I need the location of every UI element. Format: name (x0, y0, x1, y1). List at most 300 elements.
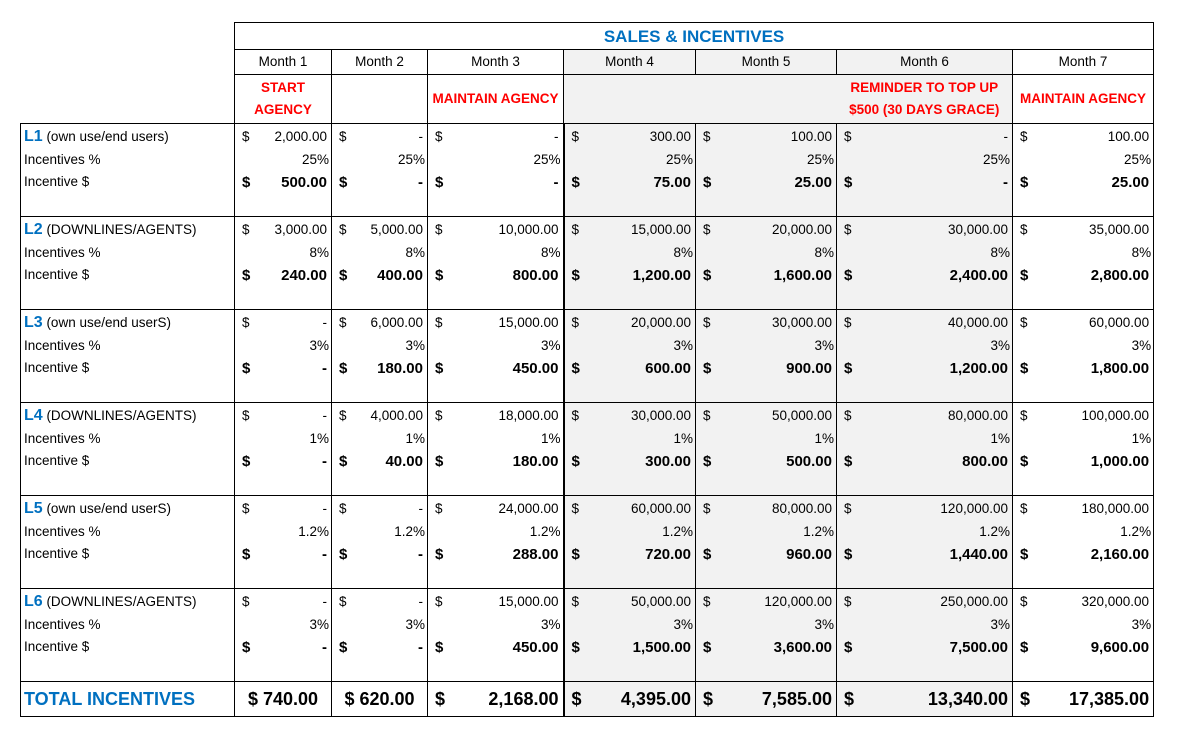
spacer-cell (332, 659, 428, 682)
sales-amount: 50,000.00 (771, 408, 832, 424)
total-incentives-label: TOTAL INCENTIVES (21, 682, 235, 717)
currency-symbol: $ (703, 173, 712, 191)
incentive-amount: - (322, 359, 327, 377)
incentive-amount: - (418, 545, 423, 563)
level-description: (DOWNLINES/AGENTS) (46, 594, 197, 609)
note-start-agency: START AGENCY (235, 75, 332, 124)
sales-amount: 35,000.00 (1089, 222, 1150, 238)
spacer-cell (564, 380, 696, 403)
currency-symbol: $ (339, 545, 348, 563)
currency-symbol: $ (435, 359, 444, 377)
incentive-cell (332, 449, 428, 473)
incentive-cell (332, 263, 428, 287)
spacer-cell (564, 473, 696, 496)
sales-cell (332, 589, 428, 616)
sales-amount: 10,000.00 (498, 222, 559, 238)
spacer-cell (837, 659, 1013, 682)
sales-cell (1013, 496, 1154, 523)
level-description: (own use/end userS) (46, 501, 172, 516)
currency-symbol: $ (435, 689, 446, 709)
sales-cell (428, 403, 564, 430)
month-header: Month 5 (696, 50, 837, 75)
currency-symbol: $ (435, 266, 444, 284)
spacer-cell (235, 473, 332, 496)
spacer-cell (428, 566, 564, 589)
incentive-amount: 600.00 (645, 359, 691, 377)
currency-symbol: $ (339, 408, 347, 424)
note-maintain-agency: MAINTAIN AGENCY (428, 75, 564, 124)
currency-symbol: $ (339, 501, 347, 517)
spacer-cell (235, 194, 332, 217)
sales-amount: - (322, 501, 327, 517)
sales-cell (696, 310, 837, 337)
currency-symbol: $ (242, 501, 250, 517)
corner-blank (21, 75, 235, 124)
currency-symbol: $ (435, 594, 443, 610)
total-incentive-cell (837, 682, 1013, 717)
level-description: (own use/end userS) (46, 315, 172, 330)
currency-symbol: $ (435, 501, 443, 517)
spacer-cell (21, 380, 235, 403)
total-amount: 17,385.00 (1069, 689, 1150, 709)
total-incentive-cell (564, 682, 696, 717)
incentive-pct-label: Incentives % (21, 243, 235, 263)
total-amount: 4,395.00 (620, 689, 691, 709)
spacer-cell (837, 566, 1013, 589)
currency-symbol: $ (703, 689, 714, 709)
currency-symbol: $ (242, 638, 251, 656)
sales-cell (428, 496, 564, 523)
currency-symbol: $ (571, 408, 580, 424)
sales-amount: 100,000.00 (1081, 408, 1150, 424)
currency-symbol: $ (242, 222, 250, 238)
incentive-cell (696, 356, 837, 380)
currency-symbol: $ (339, 452, 348, 470)
incentive-cell (235, 635, 332, 659)
incentive-pct-cell: 25% (696, 150, 837, 170)
incentive-amount: 400.00 (377, 266, 423, 284)
incentive-pct-cell: 3% (837, 615, 1013, 635)
sales-cell (332, 496, 428, 523)
spacer-cell (1013, 380, 1154, 403)
note-empty (332, 75, 428, 124)
incentive-pct-cell: 8% (428, 243, 564, 263)
sales-amount: 20,000.00 (630, 315, 691, 331)
currency-symbol: $ (703, 501, 711, 517)
total-amount: 2,168.00 (488, 689, 559, 709)
currency-symbol: $ (844, 452, 853, 470)
currency-symbol: $ (703, 452, 712, 470)
incentive-amount: 7,500.00 (949, 638, 1008, 656)
total-incentive-cell (332, 682, 428, 717)
currency-symbol: $ (1020, 545, 1029, 563)
incentive-cell (696, 170, 837, 194)
note-reminder-top-up: REMINDER TO TOP UP $500 (30 DAYS GRACE) (837, 75, 1013, 124)
total-incentive-cell (428, 682, 564, 717)
note-empty-shaded (564, 75, 837, 124)
currency-symbol: $ (703, 129, 711, 145)
currency-symbol: $ (844, 359, 853, 377)
currency-symbol: $ (435, 315, 443, 331)
incentive-amount: 1,800.00 (1090, 359, 1150, 377)
sales-amount: 320,000.00 (1081, 594, 1150, 610)
incentive-cell (564, 449, 696, 473)
incentive-pct-cell: 3% (696, 615, 837, 635)
sales-amount: 3,000.00 (274, 222, 327, 238)
sales-cell (837, 589, 1013, 616)
spacer-cell (332, 380, 428, 403)
incentive-cell (837, 170, 1013, 194)
incentive-pct-cell: 1% (564, 429, 696, 449)
incentive-amount: - (322, 545, 327, 563)
incentive-pct-cell: 1% (1013, 429, 1154, 449)
level-description: (DOWNLINES/AGENTS) (46, 408, 197, 423)
currency-symbol: $ (844, 173, 853, 191)
spacer-cell (428, 380, 564, 403)
incentive-pct-cell: 25% (564, 150, 696, 170)
currency-symbol: $ (844, 638, 853, 656)
currency-symbol: $ (1020, 501, 1028, 517)
currency-symbol: $ (571, 129, 580, 145)
incentive-amount: 288.00 (512, 545, 559, 563)
incentive-pct-cell: 8% (1013, 243, 1154, 263)
currency-symbol: $ (1020, 452, 1029, 470)
spacer-cell (1013, 194, 1154, 217)
currency-symbol: $ (435, 129, 443, 145)
currency-symbol: $ (571, 452, 580, 470)
incentive-amount: 1,200.00 (632, 266, 691, 284)
incentive-amount: 1,200.00 (949, 359, 1008, 377)
sales-cell (696, 124, 837, 151)
sales-cell (696, 589, 837, 616)
currency-symbol: $ (1020, 315, 1028, 331)
month-header: Month 1 (235, 50, 332, 75)
incentive-amount: 1,000.00 (1090, 452, 1150, 470)
spacer-cell (21, 473, 235, 496)
incentive-amount: 2,800.00 (1090, 266, 1150, 284)
sales-cell (1013, 403, 1154, 430)
incentive-amount: - (1003, 173, 1008, 191)
currency-symbol: $ (571, 359, 580, 377)
spacer-cell (428, 194, 564, 217)
spacer-cell (235, 380, 332, 403)
sales-amount: 300.00 (649, 129, 691, 145)
incentive-cell (1013, 635, 1154, 659)
incentive-cell (1013, 449, 1154, 473)
incentive-pct-cell: 8% (332, 243, 428, 263)
incentive-pct-label: Incentives % (21, 336, 235, 356)
level-code: L6 (24, 593, 43, 610)
currency-symbol: $ (435, 173, 444, 191)
spacer-cell (1013, 287, 1154, 310)
spacer-cell (837, 194, 1013, 217)
sales-amount: 15,000.00 (630, 222, 691, 238)
sales-cell (837, 124, 1013, 151)
incentive-cell (428, 542, 564, 566)
incentive-pct-cell: 3% (428, 336, 564, 356)
incentive-cell (564, 263, 696, 287)
sales-amount: 120,000.00 (764, 594, 832, 610)
currency-symbol: $ (435, 408, 443, 424)
currency-symbol: $ (703, 266, 712, 284)
currency-symbol: $ (339, 638, 348, 656)
currency-symbol: $ (242, 315, 250, 331)
currency-symbol: $ (844, 222, 852, 238)
currency-symbol: $ (242, 408, 250, 424)
currency-symbol: $ (435, 222, 443, 238)
currency-symbol: $ (435, 638, 444, 656)
currency-symbol: $ (571, 545, 580, 563)
incentive-cell (837, 542, 1013, 566)
currency-symbol: $ (242, 173, 251, 191)
sales-amount: 120,000.00 (940, 501, 1008, 517)
spacer-cell (837, 473, 1013, 496)
currency-symbol: $ (703, 408, 711, 424)
spacer-cell (1013, 566, 1154, 589)
sales-amount: - (322, 408, 327, 424)
incentive-pct-cell: 1.2% (564, 522, 696, 542)
level-label (21, 310, 235, 337)
incentive-amount-label: Incentive $ (21, 542, 235, 566)
spacer-cell (428, 659, 564, 682)
currency-symbol: $ (339, 129, 347, 145)
sales-cell (564, 496, 696, 523)
spacer-cell (235, 659, 332, 682)
currency-symbol: $ (571, 501, 580, 517)
spacer-cell (564, 659, 696, 682)
sales-cell (428, 124, 564, 151)
spreadsheet (20, 22, 1153, 716)
spacer-cell (21, 659, 235, 682)
sales-amount: 2,000.00 (274, 129, 327, 145)
sales-cell (837, 217, 1013, 244)
sales-incentives-table (20, 22, 1154, 717)
corner-blank (21, 23, 235, 50)
currency-symbol: $ (571, 689, 582, 709)
sales-amount: - (1003, 129, 1008, 145)
currency-symbol: $ (339, 222, 347, 238)
level-code: L4 (24, 407, 43, 424)
incentive-amount: 1,500.00 (632, 638, 691, 656)
incentive-amount: 2,400.00 (949, 266, 1008, 284)
currency-symbol: $ (571, 173, 580, 191)
sales-cell (837, 310, 1013, 337)
level-description: (DOWNLINES/AGENTS) (46, 222, 197, 237)
currency-symbol: $ (703, 594, 711, 610)
sales-amount: - (418, 129, 423, 145)
incentive-pct-cell: 3% (235, 615, 332, 635)
currency-symbol: $ (844, 594, 852, 610)
incentive-pct-label: Incentives % (21, 615, 235, 635)
currency-symbol: $ (844, 545, 853, 563)
sales-amount: - (554, 129, 559, 145)
incentive-amount-label: Incentive $ (21, 635, 235, 659)
spacer-cell (235, 566, 332, 589)
incentive-pct-cell: 25% (332, 150, 428, 170)
currency-symbol: $ (339, 173, 348, 191)
currency-symbol: $ (844, 408, 852, 424)
incentive-amount: 800.00 (512, 266, 559, 284)
incentive-pct-cell: 3% (235, 336, 332, 356)
spacer-cell (21, 566, 235, 589)
currency-symbol: $ (844, 129, 852, 145)
sales-amount: - (418, 594, 423, 610)
incentive-pct-label: Incentives % (21, 429, 235, 449)
sales-cell (332, 403, 428, 430)
incentive-amount: - (322, 452, 327, 470)
spacer-cell (696, 287, 837, 310)
sales-cell (564, 124, 696, 151)
currency-symbol: $ (242, 359, 251, 377)
month-header: Month 4 (564, 50, 696, 75)
incentive-pct-label: Incentives % (21, 150, 235, 170)
spacer-cell (564, 194, 696, 217)
currency-symbol: $ (435, 452, 444, 470)
incentive-pct-cell: 3% (332, 336, 428, 356)
sales-cell (564, 403, 696, 430)
incentive-pct-cell: 8% (696, 243, 837, 263)
spacer-cell (21, 194, 235, 217)
incentive-pct-cell: 1.2% (696, 522, 837, 542)
incentive-cell (1013, 170, 1154, 194)
sales-amount: - (322, 315, 327, 331)
incentive-cell (332, 542, 428, 566)
sales-cell (332, 217, 428, 244)
level-label (21, 124, 235, 151)
sales-cell (1013, 217, 1154, 244)
spacer-cell (332, 194, 428, 217)
incentive-cell (235, 449, 332, 473)
currency-symbol: $ (339, 266, 348, 284)
currency-symbol: $ (1020, 594, 1028, 610)
sales-amount: 30,000.00 (630, 408, 691, 424)
sales-amount: 15,000.00 (498, 594, 559, 610)
sales-amount: 20,000.00 (771, 222, 832, 238)
incentive-pct-cell: 8% (235, 243, 332, 263)
incentive-cell (332, 356, 428, 380)
spacer-cell (564, 287, 696, 310)
incentive-cell (696, 449, 837, 473)
currency-symbol: $ (844, 315, 852, 331)
incentive-pct-cell: 3% (696, 336, 837, 356)
currency-symbol: $ (339, 594, 347, 610)
sales-amount: 18,000.00 (498, 408, 559, 424)
total-amount: 7,585.00 (761, 689, 832, 709)
incentive-amount: 40.00 (385, 452, 423, 470)
currency-symbol: $ (703, 638, 712, 656)
sales-amount: 80,000.00 (771, 501, 832, 517)
spacer-cell (235, 287, 332, 310)
sales-amount: 100.00 (1107, 129, 1150, 145)
currency-symbol: $ (703, 359, 712, 377)
sales-cell (696, 403, 837, 430)
sales-cell (837, 403, 1013, 430)
sales-cell (428, 217, 564, 244)
incentive-pct-cell: 1% (428, 429, 564, 449)
month-header: Month 7 (1013, 50, 1154, 75)
incentive-cell (332, 635, 428, 659)
currency-symbol: $ (242, 129, 250, 145)
spacer-cell (332, 566, 428, 589)
sales-cell (332, 310, 428, 337)
sales-cell (235, 310, 332, 337)
incentive-amount-label: Incentive $ (21, 263, 235, 287)
sales-cell (235, 217, 332, 244)
spacer-cell (1013, 659, 1154, 682)
spacer-cell (837, 380, 1013, 403)
incentive-pct-cell: 25% (837, 150, 1013, 170)
currency-symbol: $ (703, 545, 712, 563)
incentive-cell (696, 542, 837, 566)
incentive-pct-cell: 25% (235, 150, 332, 170)
sales-amount: 6,000.00 (370, 315, 423, 331)
total-amount: $ 740.00 (247, 689, 319, 709)
currency-symbol: $ (242, 545, 251, 563)
level-label (21, 217, 235, 244)
currency-symbol: $ (1020, 129, 1028, 145)
currency-symbol: $ (242, 594, 250, 610)
note-maintain-agency-m7: MAINTAIN AGENCY (1013, 75, 1154, 124)
incentive-pct-cell: 3% (837, 336, 1013, 356)
incentive-cell (564, 170, 696, 194)
incentive-cell (1013, 263, 1154, 287)
spacer-cell (332, 287, 428, 310)
incentive-amount: 180.00 (512, 452, 559, 470)
total-incentive-cell (235, 682, 332, 717)
incentive-amount: 75.00 (653, 173, 691, 191)
incentive-pct-cell: 3% (1013, 615, 1154, 635)
incentive-amount: 800.00 (962, 452, 1008, 470)
incentive-cell (235, 356, 332, 380)
incentive-pct-cell: 1% (235, 429, 332, 449)
currency-symbol: $ (1020, 359, 1029, 377)
currency-symbol: $ (844, 266, 853, 284)
incentive-pct-cell: 3% (564, 336, 696, 356)
spacer-cell (1013, 473, 1154, 496)
spacer-cell (332, 473, 428, 496)
sales-amount: 180,000.00 (1081, 501, 1150, 517)
incentive-pct-cell: 1.2% (1013, 522, 1154, 542)
incentive-cell (332, 170, 428, 194)
sales-amount: 5,000.00 (370, 222, 423, 238)
spacer-cell (428, 287, 564, 310)
currency-symbol: $ (571, 594, 580, 610)
incentive-pct-cell: 1.2% (837, 522, 1013, 542)
incentive-amount: - (553, 173, 559, 191)
sales-cell (696, 217, 837, 244)
currency-symbol: $ (703, 315, 711, 331)
currency-symbol: $ (703, 222, 711, 238)
currency-symbol: $ (435, 545, 444, 563)
incentive-cell (428, 263, 564, 287)
currency-symbol: $ (844, 501, 852, 517)
sales-amount: 60,000.00 (630, 501, 691, 517)
total-incentive-cell (696, 682, 837, 717)
incentive-pct-cell: 8% (837, 243, 1013, 263)
spacer-cell (696, 566, 837, 589)
total-amount: 13,340.00 (927, 689, 1008, 709)
sales-amount: 60,000.00 (1089, 315, 1150, 331)
incentive-cell (837, 263, 1013, 287)
currency-symbol: $ (1020, 638, 1029, 656)
incentive-amount: 1,600.00 (773, 266, 832, 284)
total-incentive-cell (1013, 682, 1154, 717)
level-label (21, 589, 235, 616)
incentive-pct-cell: 1.2% (235, 522, 332, 542)
incentive-cell (235, 542, 332, 566)
incentive-pct-cell: 3% (332, 615, 428, 635)
sales-cell (1013, 310, 1154, 337)
